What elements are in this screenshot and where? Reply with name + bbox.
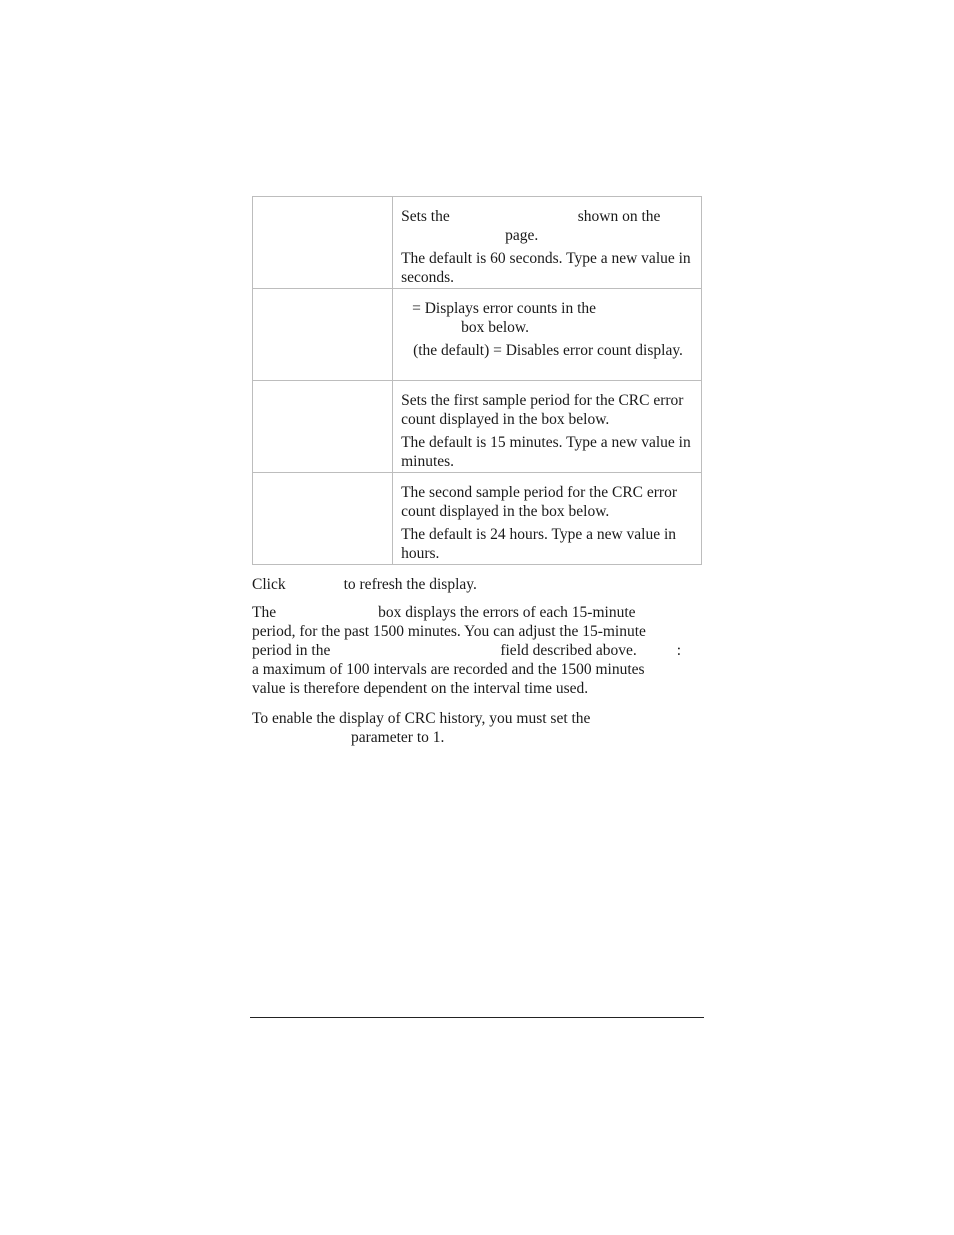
- description-text: box below.: [461, 319, 529, 336]
- description-text: page.: [505, 227, 539, 244]
- parameter-name-cell: [253, 473, 393, 565]
- parameter-table: [252, 196, 702, 565]
- description-paragraph: [401, 207, 693, 245]
- table-row: [253, 381, 702, 473]
- body-text: :: [676, 642, 682, 659]
- description-paragraph: The default is 24 hours. Type a new value in hours.: [401, 526, 677, 562]
- description-paragraph: The second sample period for the CRC error count displayed in the box below.: [401, 484, 677, 520]
- body-text: to refresh the display.: [343, 576, 477, 593]
- description-text: shown on the: [577, 208, 661, 225]
- body-text: Click: [252, 576, 286, 593]
- parameter-description-cell: [393, 197, 702, 289]
- table-row: [253, 289, 702, 381]
- description-text: Sets the: [401, 208, 450, 225]
- footer-rule: [250, 1017, 704, 1018]
- body-text: The: [252, 604, 277, 621]
- history-paragraph: [252, 603, 706, 698]
- body-text: To enable the display of CRC history, you must set the: [252, 710, 591, 727]
- table-row: [253, 197, 702, 289]
- body-text: period in the: [252, 642, 331, 659]
- description-paragraph: [401, 341, 693, 360]
- description-paragraph: The default is 60 seconds. Type a new value in seconds.: [401, 250, 691, 286]
- description-text: (the default) = Disables error count display.: [413, 342, 683, 359]
- body-text: field described above.: [500, 642, 637, 659]
- parameter-name-cell: [253, 289, 393, 381]
- parameter-description-cell: [393, 473, 702, 565]
- body-text: value is therefore dependent on the interval time used.: [252, 680, 589, 697]
- table-row: [253, 473, 702, 565]
- parameter-name-cell: [253, 197, 393, 289]
- body-text: parameter to 1.: [351, 729, 445, 746]
- body-text: period, for the past 1500 minutes. You can adjust the 15-minute: [252, 623, 646, 640]
- body-text: box displays the errors of each 15-minute: [378, 604, 636, 621]
- description-paragraph: Sets the first sample period for the CRC error count displayed in the box below.: [401, 392, 684, 428]
- description-paragraph: [401, 299, 693, 337]
- description-text: = Displays error counts in the: [412, 300, 597, 317]
- parameter-description-cell: [393, 289, 702, 381]
- description-paragraph: The default is 15 minutes. Type a new value in minutes.: [401, 434, 691, 470]
- enable-history-paragraph: [252, 709, 706, 747]
- parameter-name-cell: [253, 381, 393, 473]
- parameter-description-cell: [393, 381, 702, 473]
- refresh-paragraph: [252, 575, 706, 594]
- body-text: a maximum of 100 intervals are recorded and the 1500 minutes: [252, 661, 645, 678]
